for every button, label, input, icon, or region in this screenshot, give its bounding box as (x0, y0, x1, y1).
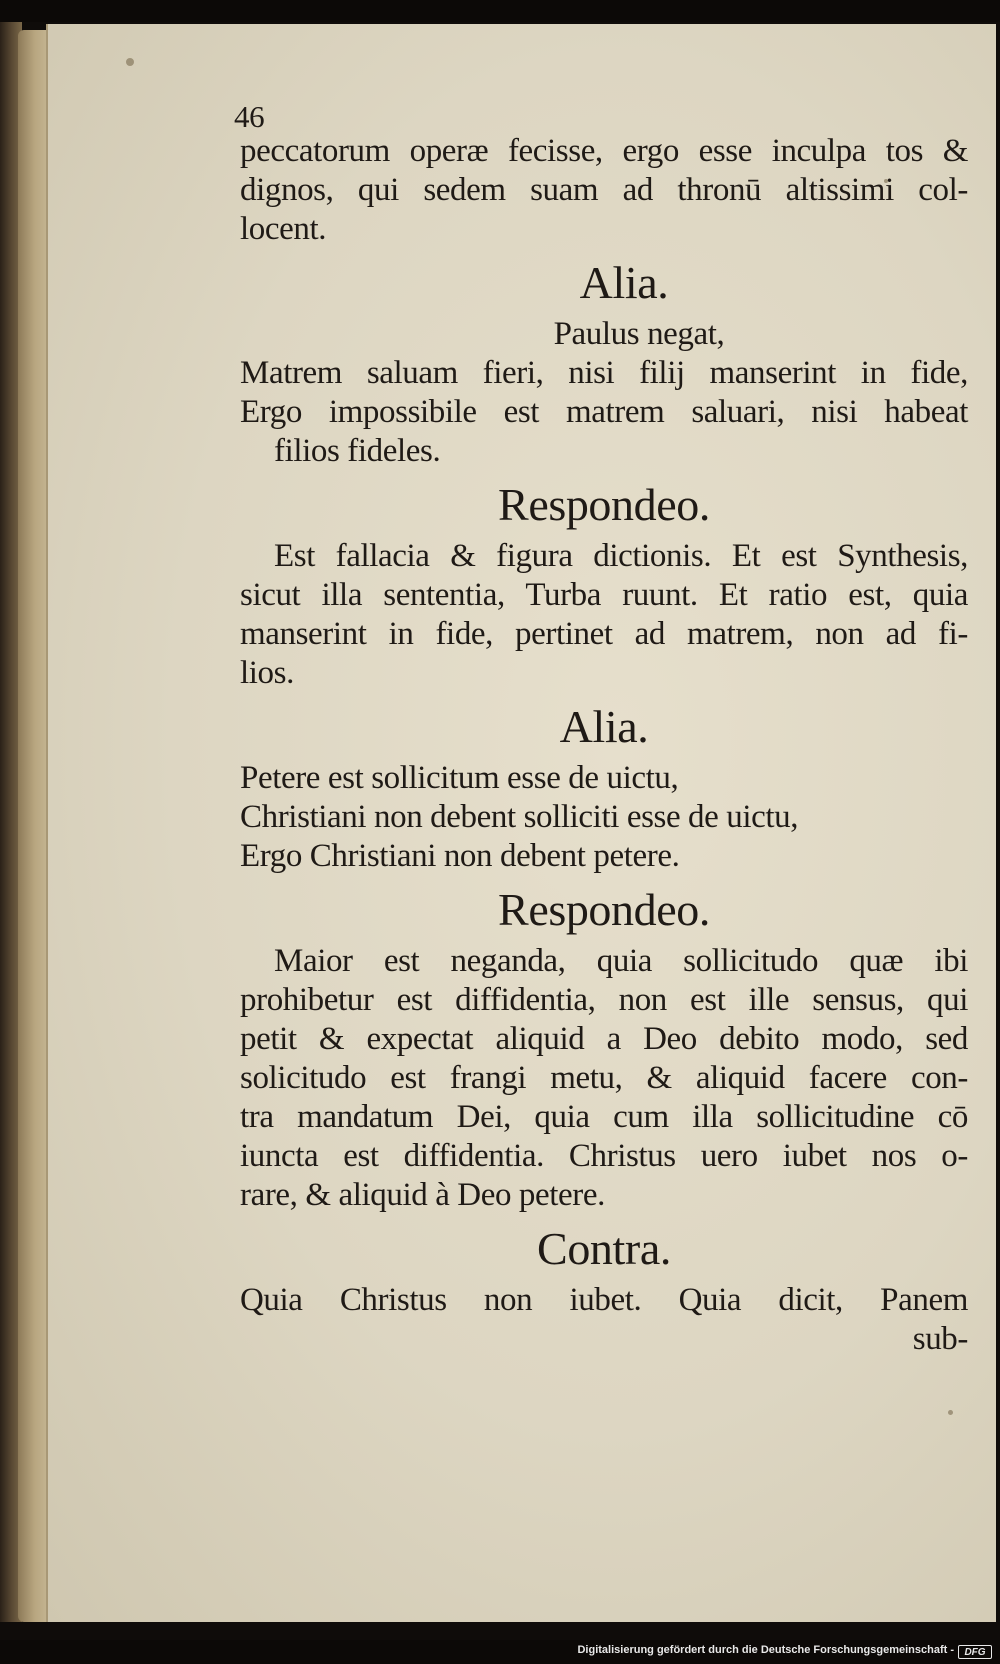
text-line: tra mandatum Dei, quia cum illa sollicitudine cō (240, 1099, 968, 1135)
page-number: 46 (234, 99, 265, 134)
text-line: Christiani non debent solliciti esse de uictu, (240, 799, 799, 835)
section-heading-respondeo: Respondeo. (498, 479, 710, 530)
text-line: dignos, qui sedem suam ad thronū altissimi col- (240, 172, 968, 208)
digitization-credit: Digitalisierung gefördert durch die Deutsche Forschungsgemeinschaft - (577, 1644, 954, 1656)
catchword: sub- (912, 1321, 968, 1357)
section-heading-respondeo: Respondeo. (498, 884, 710, 935)
text-line: solicitudo est frangi metu, & aliquid facere con- (240, 1060, 968, 1096)
text-line: prohibetur est diffidentia, non est ille sensus, qui (240, 982, 968, 1018)
scanner-top-band (0, 0, 1000, 22)
text-line: Ergo impossibile est matrem saluari, nisi habeat (240, 394, 968, 430)
text-line: locent. (240, 211, 327, 247)
text-line: petit & expectat aliquid a Deo debito modo, sed (240, 1021, 968, 1057)
dfg-logo: DFG (958, 1645, 992, 1659)
text-line: Est fallacia & figura dictionis. Et est Synthesis, (274, 538, 968, 574)
section-heading-alia: Alia. (559, 701, 649, 752)
text-line: manserint in fide, pertinet ad matrem, non ad fi- (240, 616, 968, 652)
ink-spot (126, 58, 134, 66)
text-line: lios. (240, 655, 294, 691)
text-line: Maior est neganda, quia sollicitudo quæ ibi (274, 943, 968, 979)
ink-spot (948, 1410, 953, 1415)
text-line: Matrem saluam fieri, nisi filij manserint in fide, (240, 355, 968, 391)
section-heading-contra: Contra. (537, 1223, 671, 1274)
text-line: iuncta est diffidentia. Christus uero iubet nos o- (240, 1138, 968, 1174)
page-text (234, 99, 968, 1359)
text-line: rare, & aliquid à Deo petere. (240, 1177, 605, 1213)
section-heading-alia: Alia. (579, 257, 669, 308)
book-page (46, 24, 996, 1622)
text-line: Ergo Christiani non debent petere. (240, 838, 680, 874)
text-line: sicut illa sententia, Turba ruunt. Et ratio est, quia (240, 577, 968, 613)
text-line: Quia Christus non iubet. Quia dicit, Panem (240, 1282, 968, 1318)
text-line: filios fideles. (274, 433, 441, 469)
text-line: Petere est sollicitum esse de uictu, (240, 760, 679, 796)
text-line: Paulus negat, (553, 316, 725, 352)
text-line: peccatorum operæ fecisse, ergo esse inculpa tos & (240, 133, 968, 169)
